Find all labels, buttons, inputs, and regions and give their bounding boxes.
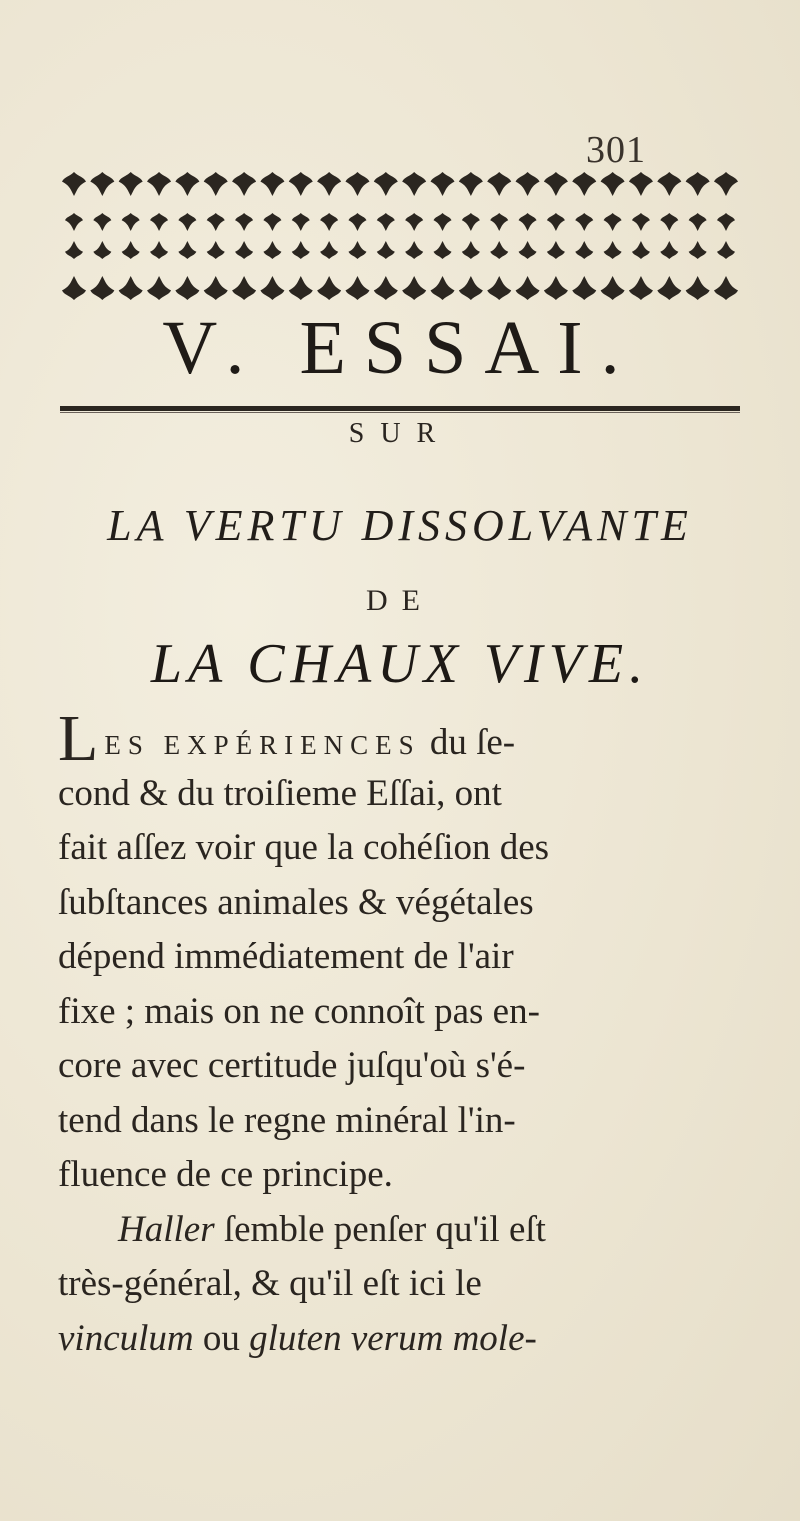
text-run: ou bbox=[193, 1317, 250, 1359]
title-rule-thin bbox=[60, 412, 740, 413]
text-line: fixe ; mais on ne connoît pas en- bbox=[58, 990, 540, 1032]
heading-de: DE bbox=[366, 584, 434, 617]
subject-line-2: LA CHAUX VIVE. bbox=[150, 633, 650, 695]
text-run: ſemble penſer qu'il eſt bbox=[214, 1208, 546, 1250]
essay-title: V. ESSAI. bbox=[162, 306, 638, 390]
italic-term: vinculum bbox=[58, 1317, 194, 1359]
page-number: 301 bbox=[586, 129, 646, 171]
text-line: ſubſtances animales & végétales bbox=[58, 881, 534, 923]
text-line: fluence de ce principe. bbox=[58, 1154, 393, 1195]
italic-term: gluten verum mole- bbox=[249, 1317, 537, 1359]
text-line: très-général, & qu'il eſt ici le bbox=[58, 1263, 482, 1304]
text-line: fait aſſez voir que la cohéſion des bbox=[58, 827, 550, 868]
text-line bbox=[58, 1203, 748, 1258]
text-line bbox=[58, 712, 748, 767]
text-run: du ſe- bbox=[420, 722, 516, 763]
drop-capital: L bbox=[58, 712, 99, 767]
text-line: cond & du troiſieme Eſſai, ont bbox=[58, 772, 502, 814]
text-line: dépend immédiatement de l'air bbox=[58, 936, 514, 977]
text-line: tend dans le regne minéral l'in- bbox=[58, 1099, 516, 1141]
heading-sur: SUR bbox=[348, 418, 452, 449]
text-line: core avec certitude juſqu'où s'é- bbox=[58, 1045, 526, 1086]
fleuron-band-ornament-icon bbox=[60, 170, 740, 305]
small-caps-run: ES EXPÉRIENCES bbox=[104, 730, 421, 760]
italic-name: Haller bbox=[118, 1208, 215, 1250]
text-line bbox=[58, 1312, 748, 1367]
subject-line-1: LA VERTU DISSOLVANTE bbox=[107, 501, 693, 550]
title-rule bbox=[60, 406, 740, 411]
body-text bbox=[58, 712, 748, 1366]
